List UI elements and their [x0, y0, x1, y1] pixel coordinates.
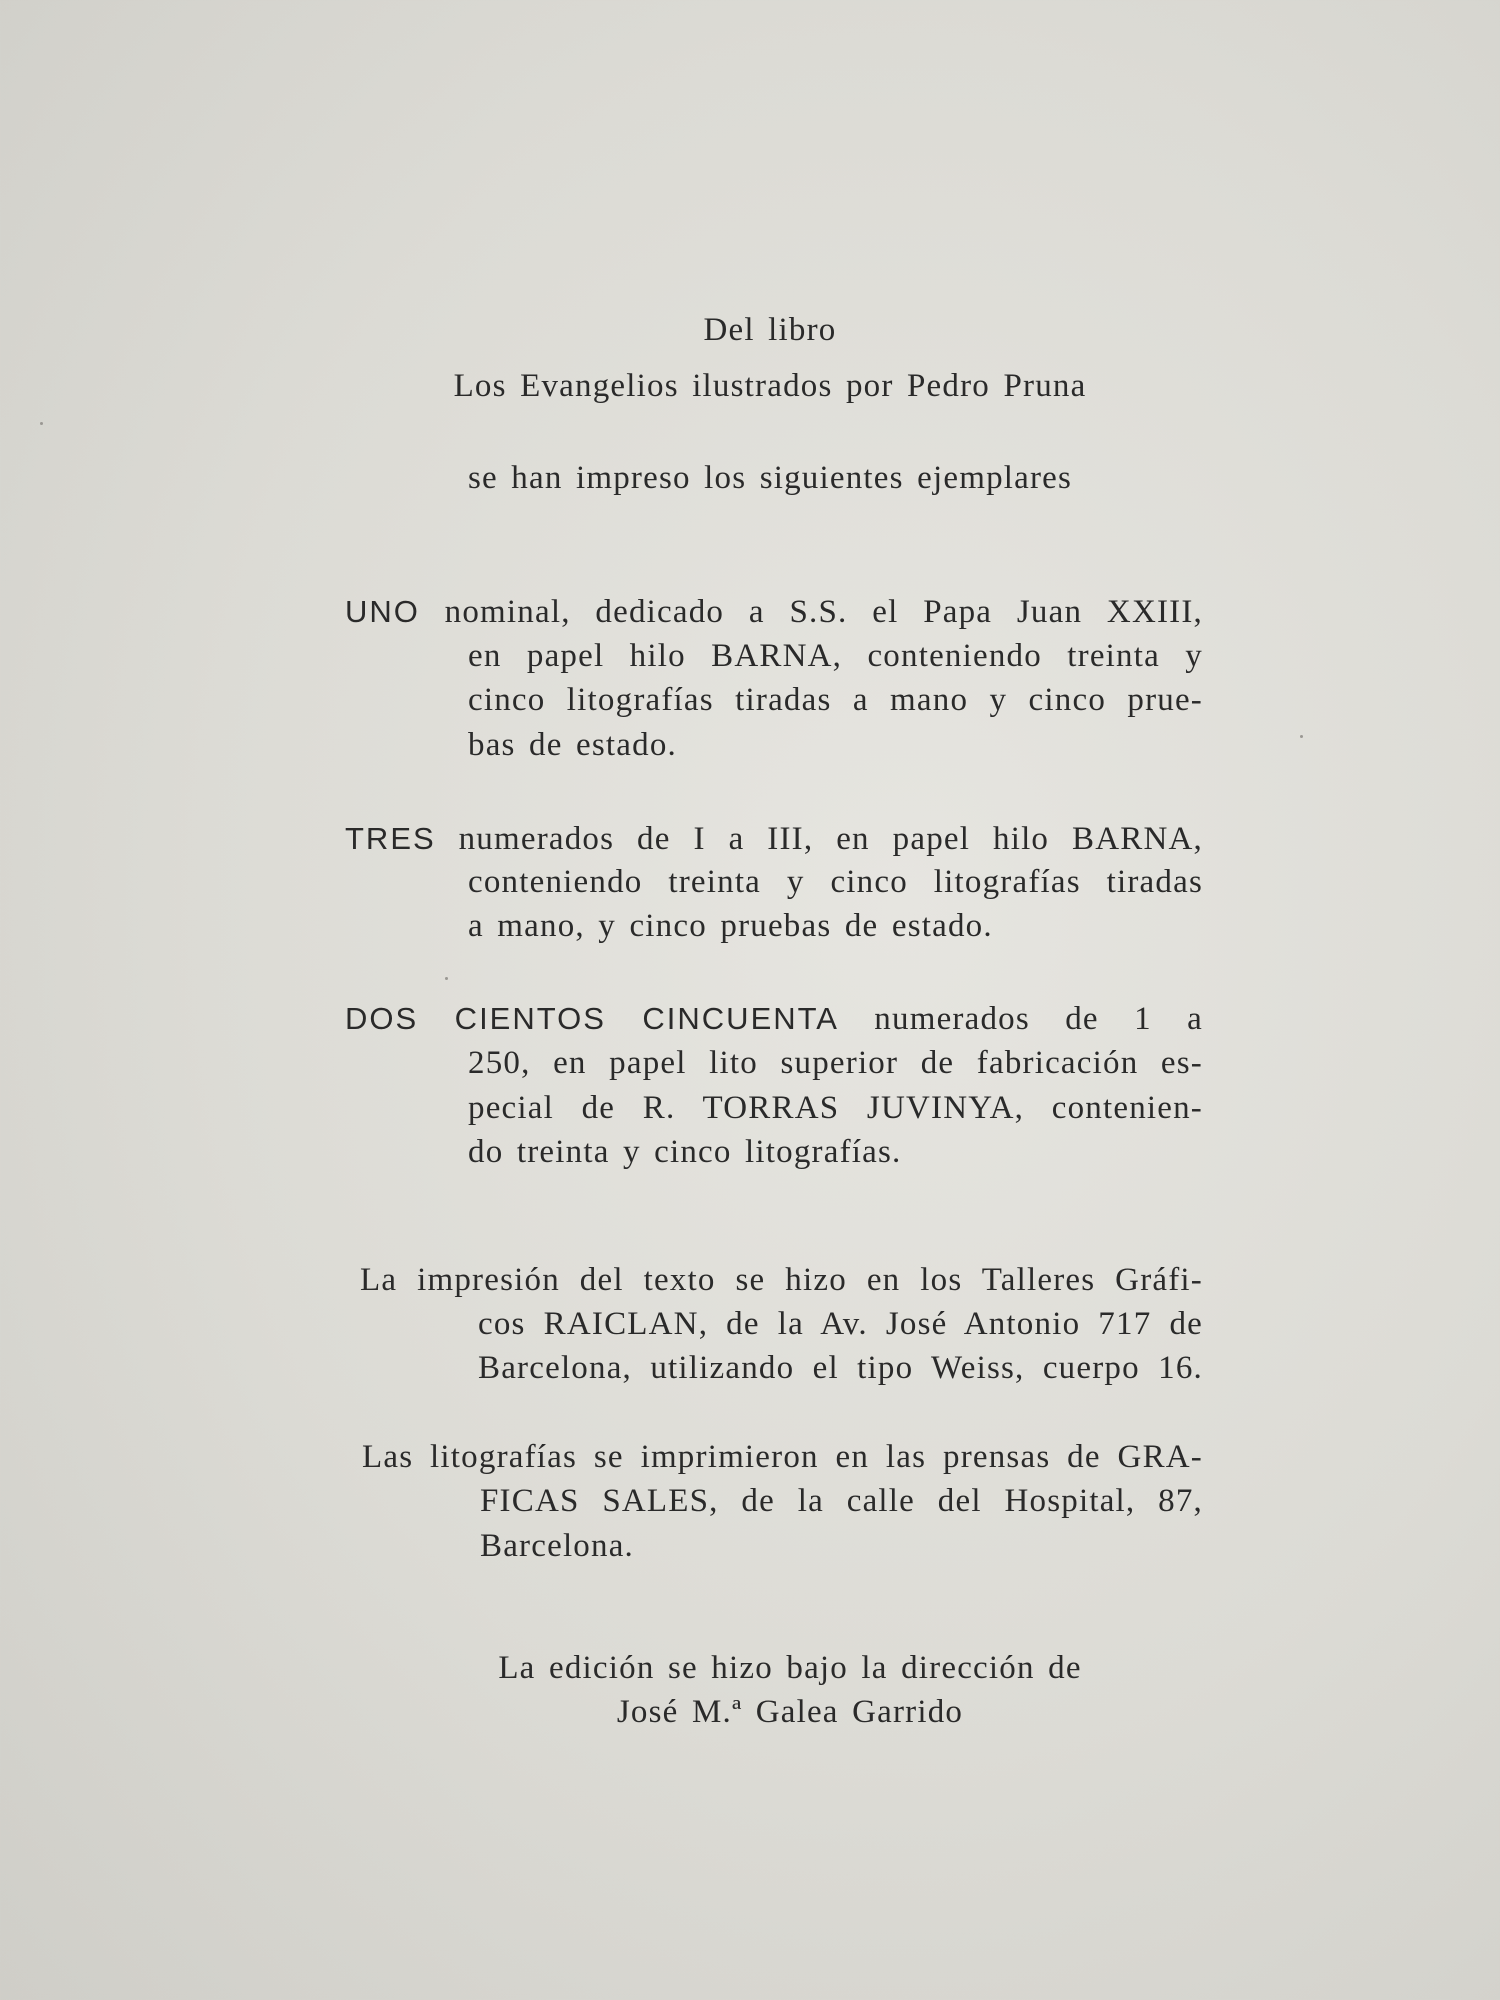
edition-tres-line-2: conteniendo treinta y cinco litografías tiradas: [468, 864, 1203, 900]
edition-tres-line-3: a mano, y cinco pruebas de estado.: [468, 908, 993, 944]
header-line-1: Del libro: [703, 312, 837, 348]
edition-uno-line-2: en papel hilo BARNA, conteniendo treinta y: [468, 638, 1203, 674]
edition-250-line-1: numerados de 1 a: [874, 1001, 1203, 1037]
edition-tres-first-line: [345, 819, 1203, 859]
edition-uno-first-line: [345, 592, 1203, 632]
edition-uno-label: UNO: [345, 594, 420, 629]
text-printing-line-1: La impresión del texto se hizo en los Talleres Gráfi-: [360, 1262, 1203, 1298]
text-printing-line-3: Barcelona, utilizando el tipo Weiss, cuerpo 16.: [478, 1350, 1203, 1386]
litho-printing-line-3: Barcelona.: [480, 1528, 635, 1564]
text-printing-line-2: cos RAICLAN, de la Av. José Antonio 717 de: [478, 1306, 1203, 1342]
edition-250-first-line: [345, 999, 1203, 1039]
edition-250-label: DOS CIENTOS CINCUENTA: [345, 1001, 839, 1036]
direction-editor-name: José M.ª Galea Garrido: [616, 1694, 964, 1730]
edition-uno-line-1: nominal, dedicado a S.S. el Papa Juan XXIII,: [444, 594, 1204, 630]
header-book-title: Los Evangelios ilustrados por Pedro Pruna: [453, 368, 1087, 404]
edition-250-line-2: 250, en papel lito superior de fabricación es-: [468, 1045, 1203, 1081]
direction-line-1: La edición se hizo bajo la dirección de: [498, 1650, 1082, 1686]
header-line-3: se han impreso los siguientes ejemplares: [467, 460, 1073, 496]
edition-uno-line-4: bas de estado.: [468, 727, 677, 763]
edition-tres-label: TRES: [345, 821, 436, 856]
paper-speck: [40, 422, 43, 425]
paper-speck: [1300, 735, 1303, 738]
edition-250-line-4: do treinta y cinco litografías.: [468, 1134, 902, 1170]
edition-tres-line-1: numerados de I a III, en papel hilo BARNA,: [458, 821, 1203, 857]
litho-printing-line-1: Las litografías se imprimieron en las prensas de GRA-: [362, 1439, 1203, 1475]
litho-printing-line-2: FICAS SALES, de la calle del Hospital, 87,: [480, 1483, 1203, 1519]
edition-250-line-3: pecial de R. TORRAS JUVINYA, contenien-: [468, 1090, 1203, 1126]
paper-speck: [445, 977, 448, 980]
edition-uno-line-3: cinco litografías tiradas a mano y cinco prue-: [468, 682, 1203, 718]
